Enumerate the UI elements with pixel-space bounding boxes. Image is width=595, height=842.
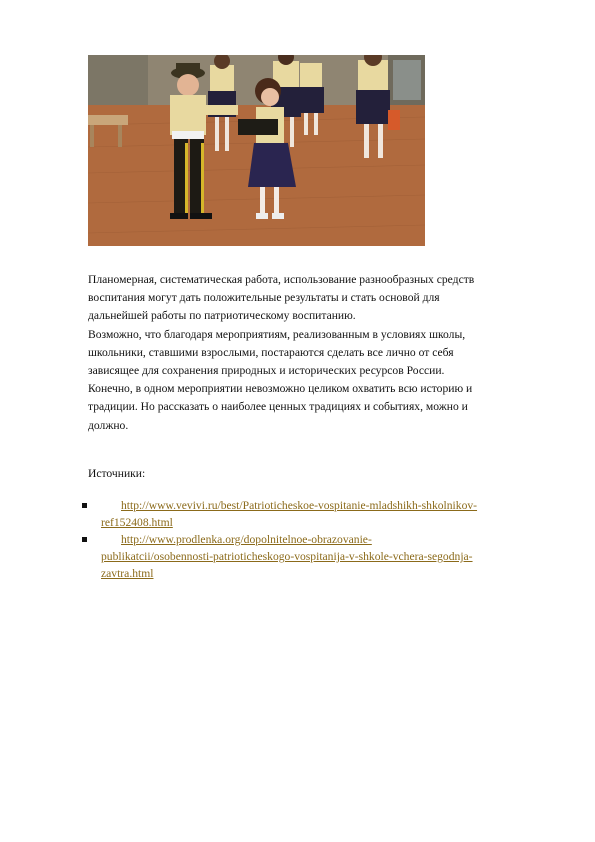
source-link[interactable]: [88, 497, 558, 531]
source-link-line[interactable]: zavtra.html: [101, 567, 154, 580]
paragraph-line: Конечно, в одном мероприятии невозможно целиком охватить всю историю и: [88, 382, 473, 396]
body-paragraph: [88, 271, 558, 435]
source-item: [88, 531, 558, 582]
paragraph-line: воспитания могут дать положительные результаты и стать основой для: [88, 291, 440, 305]
paragraph-line: зависящее для сохранения природных и исторических ресурсов России.: [88, 364, 445, 378]
source-link[interactable]: [88, 531, 558, 582]
children-dancing-photo: [88, 55, 425, 246]
paragraph-line: должно.: [88, 418, 129, 432]
source-link-line[interactable]: http://www.vevivi.ru/best/Patrioticheskoe-vospitanie-mladshikh-shkolnikov-: [121, 499, 478, 512]
source-link-line[interactable]: http://www.prodlenka.org/dopolnitelnoe-obrazovanie-: [121, 533, 372, 546]
bullet-icon: [82, 503, 87, 508]
bullet-icon: [82, 537, 87, 542]
source-item: [88, 497, 558, 531]
sources-heading: Источники:: [88, 467, 146, 480]
paragraph-line: Возможно, что благодаря мероприятиям, реализованным в условиях школы,: [88, 327, 466, 341]
paragraph-line: дальнейшей работы по патриотическому воспитанию.: [88, 309, 356, 323]
source-link-line[interactable]: publikatcii/osobennosti-patrioticheskogo-vospitanija-v-shkole-vchera-segodnja-: [101, 550, 473, 563]
paragraph-line: Планомерная, систематическая работа, использование разнообразных средств: [88, 273, 475, 286]
source-link-line[interactable]: ref152408.html: [101, 516, 173, 529]
paragraph-line: традиции. Но рассказать о наиболее ценных традициях и событиях, можно и: [88, 400, 468, 414]
paragraph-line: школьники, ставшими взрослыми, постараются сделать все лично от себя: [88, 345, 454, 359]
